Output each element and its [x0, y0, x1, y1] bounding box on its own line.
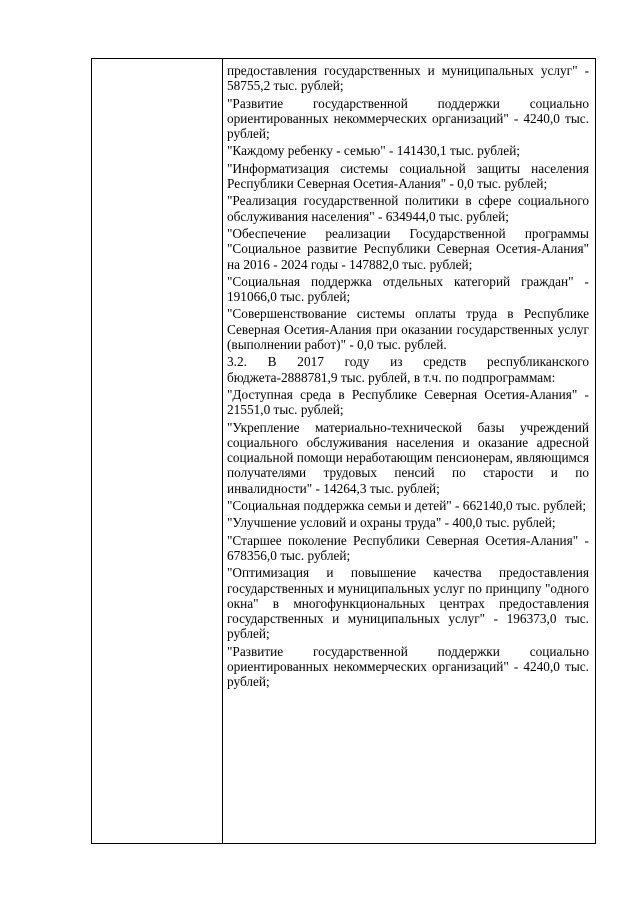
- paragraph: "Информатизация системы социальной защиты населения Республики Северная Осетия-Алания" - 0,0 тыс. рублей;: [227, 160, 589, 192]
- paragraph: "Улучшение условий и охраны труда" - 400,0 тыс. рублей;: [227, 515, 556, 531]
- paragraph: предоставления государственных и муниципальных услуг" - 58755,2 тыс. рублей;: [227, 63, 589, 94]
- paragraph: "Социальная поддержка семьи и детей" - 662140,0 тыс. рублей;: [227, 498, 587, 514]
- paragraph: "Обеспечение реализации Государственной программы "Социальное развитие Республики Северная Осетия-Алания" на 2016 - 2024 годы - 147882,0 тыс. рублей;: [227, 225, 589, 272]
- paragraph: "Реализация государственной политики в сфере социального обслуживания населения" - 634944,0 тыс. рублей;: [227, 193, 589, 224]
- document-table: [91, 58, 596, 844]
- table-right-column: [223, 59, 595, 843]
- paragraph: "Развитие государственной поддержки социально ориентированных некоммерческих организаций" - 4240,0 тыс. рублей;: [227, 643, 589, 690]
- section-heading-paragraph: 3.2. В 2017 году из средств республиканского бюджета-2888781,9 тыс. рублей, в т.ч. по подпрограммам:: [227, 354, 589, 385]
- paragraph: "Старшее поколение Республики Северная Осетия-Алания" - 678356,0 тыс. рублей;: [227, 532, 589, 563]
- paragraph: "Развитие государственной поддержки социально ориентированных некоммерческих организаций" - 4240,0 тыс. рублей;: [227, 95, 589, 142]
- paragraph: "Каждому ребенку - семью" - 141430,1 тыс. рублей;: [227, 143, 521, 159]
- table-left-column: [92, 59, 223, 843]
- paragraph: "Социальная поддержка отдельных категорий граждан" - 191066,0 тыс. рублей;: [227, 273, 589, 305]
- paragraph: "Доступная среда в Республике Северная Осетия-Алания" - 21551,0 тыс. рублей;: [227, 386, 589, 418]
- paragraph: "Совершенствование системы оплаты труда в Республике Северная Осетия-Алания при оказании государственных услуг (выполнении работ)" - 0,0 тыс. рублей.: [227, 306, 589, 353]
- paragraph: "Укрепление материально-технической базы учреждений социального обслуживания населения и оказание адресной социальной помощи неработающим пенсионерам, являющимся получателями трудовых пенсий по старости и по инвалидности" - 14264,3 тыс. рублей;: [227, 419, 589, 496]
- paragraph: "Оптимизация и повышение качества предоставления государственных и муниципальных услуг по принципу "одного окна" в многофункциональных центрах предоставления государственных и муниципальных услуг" - 196373,0 тыс. рублей;: [227, 565, 589, 642]
